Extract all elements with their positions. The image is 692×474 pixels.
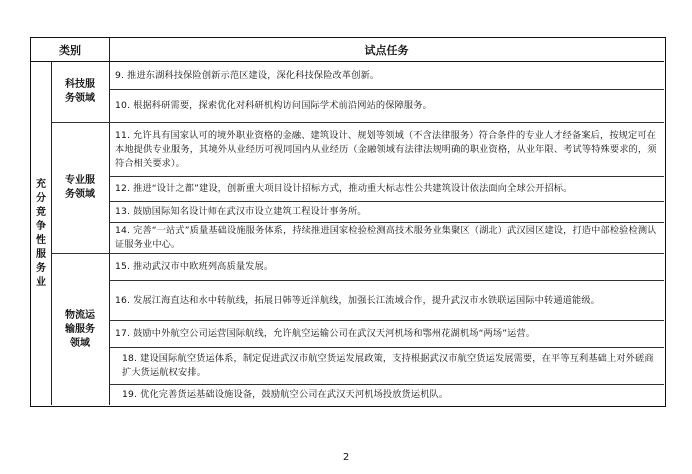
group-label: 物流运输服务领域 [65,309,95,349]
pilot-task-table [30,37,666,407]
task-item-16: 16. 发展江海直达和水中转航线，拓展日韩等近洋航线，加强长江流域合作，提升武汉市水铁联运国际中转通道能级。 [115,294,601,306]
group-professional-services [51,123,109,253]
page-number: 2 [342,452,350,463]
main-category-cell [31,62,51,405]
group-label: 科技服务领域 [65,79,95,104]
group-tech-services [51,62,109,122]
task-item-15: 15. 推动武汉市中欧班列高质量发展。 [115,261,274,272]
task-item-9: 9. 推进东湖科技保险创新示范区建设，深化科技保险改革创新。 [115,69,380,81]
task-item-10: 10. 根据科研需要，探索优化对科研机构访问国际学术前沿网站的保障服务。 [115,100,432,111]
task-item-12: 12. 推进“设计之都”建设，创新重大项目设计招标方式，推动重大标志性公共建筑设计依法面向全球公开招标。 [115,183,573,194]
group-logistics-services [51,254,109,405]
main-category-label: 充分竞争性服务业 [36,178,46,288]
tasks-header: 试点任务 [364,43,409,57]
task-item-11: 11. 允许具有国家认可的境外职业资格的金融、建筑设计、规划等领域（不含法律服务）符合条件的专业人才经备案后，按规定可在本地提供专业服务，其境外从业经历可视同国内从业经历（金融领域有法律法规明确的职业资格，从业年限、考试等特殊要求的，须符合相关要求）。 [115,129,657,169]
group-label: 专业服务领域 [65,175,95,200]
task-item-18: 18. 建设国际航空货运体系，制定促进武汉市航空货运发展政策，支持根据武汉市航空货运发展需要，在平等互利基础上对外磋商扩大货运航权安排。 [122,353,654,378]
task-item-19: 19. 优化完善货运基础设施设备，鼓励航空公司在武汉天河机场投放货运机队。 [122,389,449,400]
task-item-13: 13. 鼓励国际知名设计师在武汉市设立建筑工程设计事务所。 [115,206,367,217]
category-header: 类别 [59,43,81,57]
task-item-14: 14. 完善“一站式”质量基础设施服务体系，持续推进国家检验检测高技术服务业集聚区（湖北）武汉园区建设，打造中部检验检测认证服务业中心。 [115,225,657,250]
task-item-17: 17. 鼓励中外航空公司运营国际航线，允许航空运输公司在武汉天河机场和鄂州花湖机场“两场”运营。 [115,328,536,339]
